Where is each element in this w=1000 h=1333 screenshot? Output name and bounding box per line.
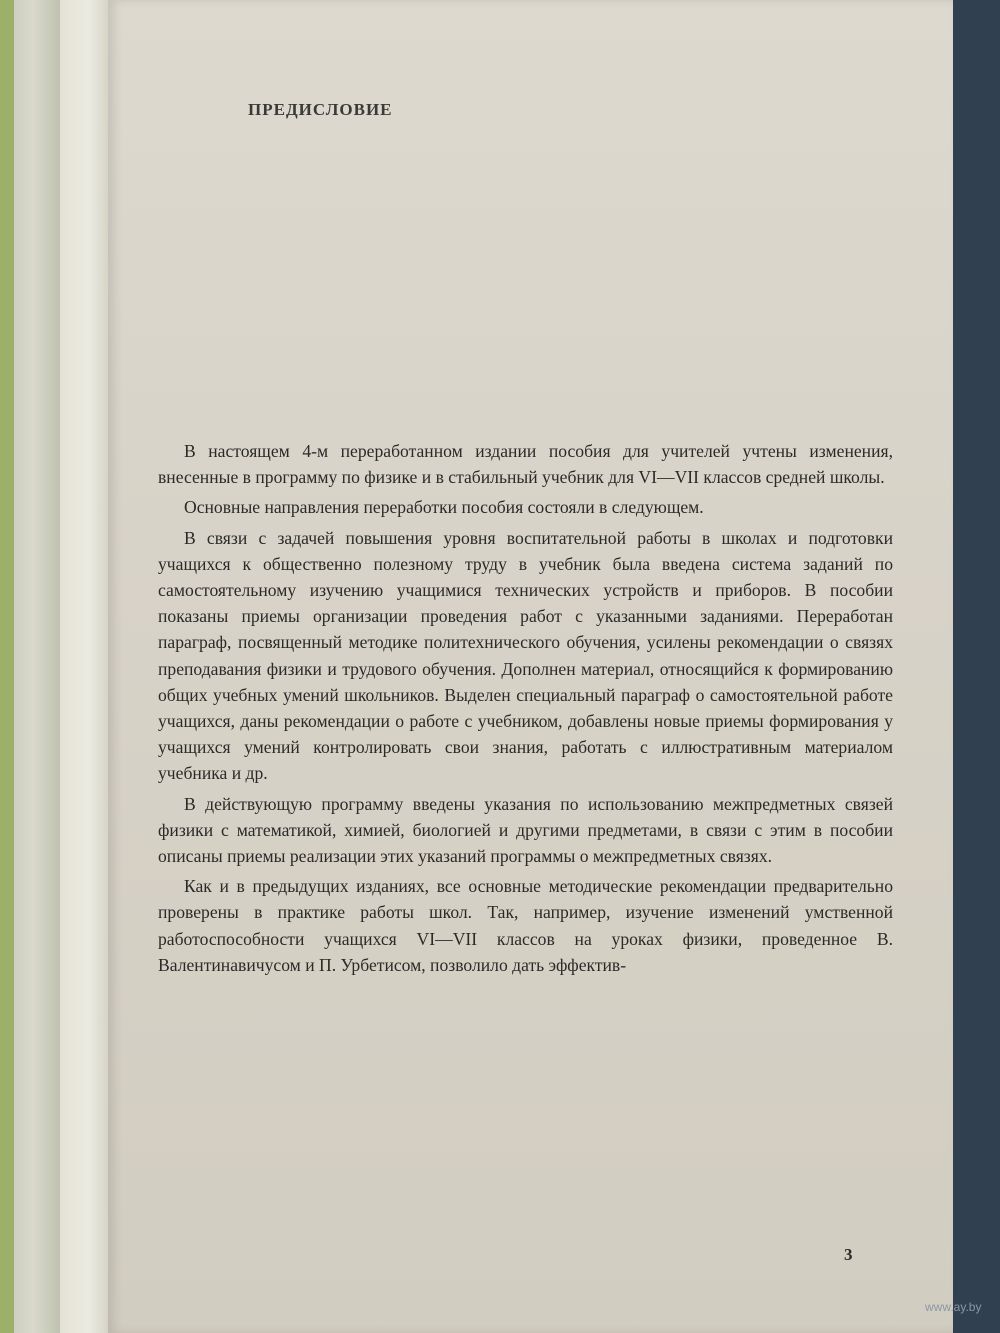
paragraph-5: Как и в предыдущих изданиях, все основные методические рекомендации предварительно проверены в практике работы школ. Так, например, изучение изменений умственной работоспособности учащихся VI—VII классов на уроках физики, проведенное В. Валентинавичусом и П. Урбетисом, позволило дать эффектив- xyxy=(158,876,893,975)
paragraph-3: В связи с задачей повышения уровня воспитательной работы в школах и подготовки учащихся к общественно полезному труду в учебник была введена система заданий по самостоятельному изучению учащимися технических устройств и приборов. В пособии показаны приемы организации проведения работ с указанными заданиями. Переработан параграф, посвященный методике политехнического обучения, усилены рекомендации о связях преподавания физики и трудового обучения. Дополнен материал, относящийся к формированию общих учебных умений школьников. Выделен специальный параграф о самостоятельной работе учащихся, даны рекомендации о работе с учебником, добавлены новые приемы формирования у учащихся умений контролировать свои знания, работать с иллюстративным материалом учебника и др. xyxy=(158,527,893,784)
page-heading: ПРЕДИСЛОВИЕ xyxy=(248,100,393,119)
book-cover xyxy=(0,0,60,1333)
paragraph-2: Основные направления переработки пособия состояли в следующем. xyxy=(184,497,704,518)
paragraph-4: В действующую программу введены указания по использованию межпредметных связей физики с математикой, химией, биологией и другими предметами, в связи с этим в пособии описаны приемы реализации этих указаний программы о межпредметных связях. xyxy=(158,793,893,867)
watermark: www.ay.by xyxy=(925,1300,982,1314)
page-number: 3 xyxy=(844,1245,853,1264)
book-page xyxy=(108,0,953,1333)
body-text xyxy=(158,438,893,982)
background-surface xyxy=(950,0,1000,1333)
paragraph-1: В настоящем 4-м переработанном издании пособия для учителей учтены изменения, внесенные в программу по физике и в стабильный учебник для VI—VII классов средней школы. xyxy=(158,441,893,488)
cover-edge xyxy=(0,0,14,1333)
inner-leaf xyxy=(60,0,109,1333)
